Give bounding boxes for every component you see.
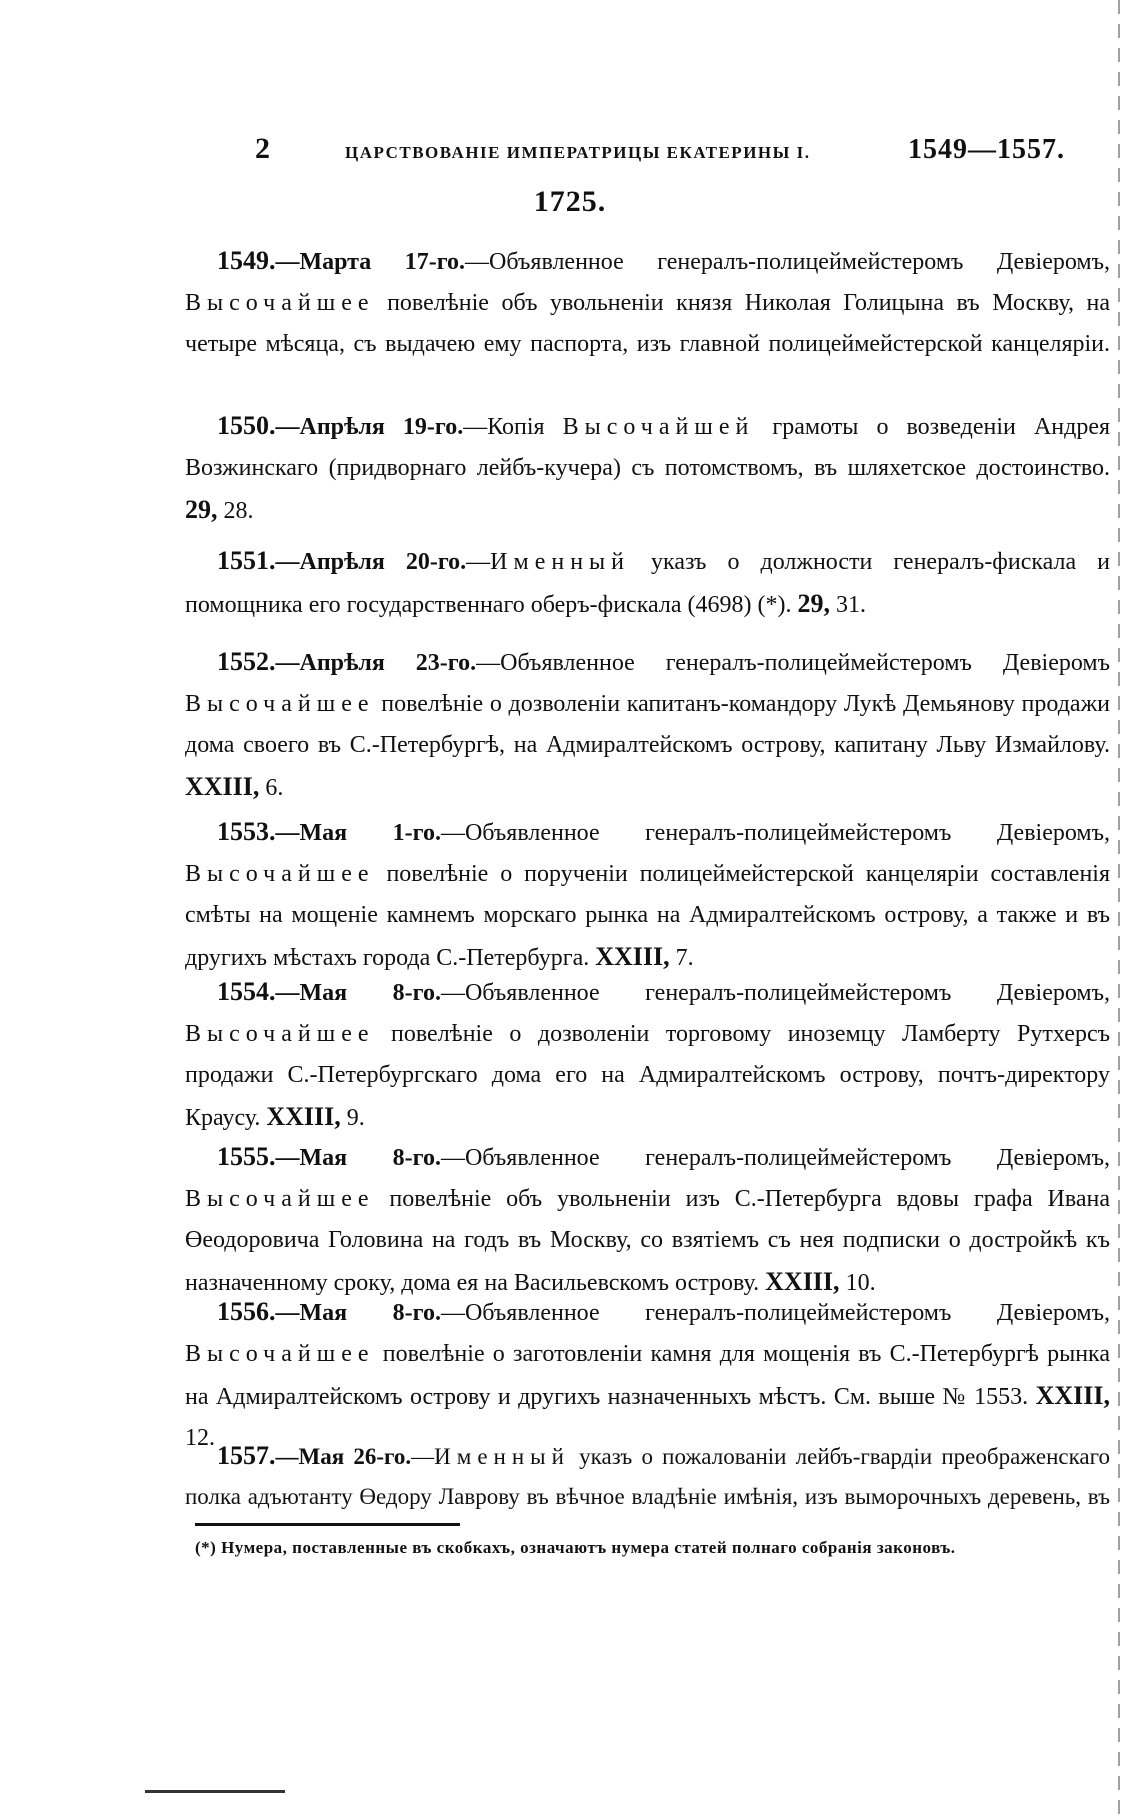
footnote-rule (195, 1523, 460, 1526)
running-title: ЦАРСТВОВАНІЕ ИМПЕРАТРИЦЫ ЕКАТЕРИНЫ I. (345, 143, 811, 162)
footnote: (*) Нумера, поставленные въ скобкахъ, означаютъ нумера статей полнаго собранія законовъ. (195, 1538, 956, 1557)
entry-1550: 1550.—Апрѣля 19-го.—Копія Высочайшей грамоты о возведеніи Андрея Возжинскаго (придворнаго лейбъ-кучера) съ потомствомъ, въ шляхетское достоинство. 29, 28. (185, 411, 1110, 524)
bottom-rule (145, 1790, 285, 1793)
entry-range: 1549—1557. (908, 134, 1065, 165)
page-header (255, 132, 1065, 172)
page-number: 2 (255, 132, 270, 165)
entry-1555: 1555.—Мая 8-го.—Объявленное генералъ-полицеймейстеромъ Девіеромъ, Высочайшее повелѣніе объ увольненіи изъ С.-Петербурга вдовы графа Ивана Өеодоровича Головина на годъ въ Москву, со взятіемъ съ нея подписки о достройкѣ къ назначенному сроку, дома ея на Васильевскомъ острову. XXIII, 10. (185, 1142, 1110, 1296)
entry-1551: 1551.—Апрѣля 20-го.—Именный указъ о должности генералъ-фискала и помощника его государственнаго оберъ-фискала (4698) (*). 29, 31. (185, 546, 1110, 618)
entry-1557: 1557.—Мая 26-го.—Именный указъ о пожалованіи лейбъ-гвардіи преображенскаго полка адъютанту Өедору Лаврову въ вѣчное владѣніе имѣнія, изъ выморочныхъ деревень, въ (185, 1441, 1110, 1509)
entry-1553: 1553.—Мая 1-го.—Объявленное генералъ-полицеймейстеромъ Девіеромъ, Высочайшее повелѣніе о порученіи полицеймейстерской канцеляріи составленія смѣты на мощеніе камнемъ морскаго рынка на Адмиралтейскомъ острову, а также и въ другихъ мѣстахъ города С.-Петербурга. XXIII, 7. (185, 817, 1110, 971)
entry-1554: 1554.—Мая 8-го.—Объявленное генералъ-полицеймейстеромъ Девіеромъ, Высочайшее повелѣніе о дозволеніи торговому иноземцу Ламберту Рутхерсъ продажи С.-Петербургскаго дома его на Адмиралтейскомъ острову, почтъ-директору Краусу. XXIII, 9. (185, 977, 1110, 1131)
entry-1552: 1552.—Апрѣля 23-го.—Объявленное генералъ-полицеймейстеромъ Девіеромъ Высочайшее повелѣніе о дозволеніи капитанъ-командору Лукѣ Демьянову продажи дома своего въ С.-Петербургѣ, на Адмиралтейскомъ острову, капитану Льву Измайлову. XXIII, 6. (185, 647, 1110, 801)
year-heading: 1725. (533, 185, 607, 218)
page-edge-rule (1118, 0, 1120, 1819)
entry-1556: 1556.—Мая 8-го.—Объявленное генералъ-полицеймейстеромъ Девіеромъ, Высочайшее повелѣніе о заготовленіи камня для мощенія въ С.-Петербургѣ рынка на Адмиралтейскомъ острову и другихъ назначенныхъ мѣстъ. См. выше № 1553. XXIII, 12. (185, 1297, 1110, 1451)
entry-1549: 1549.—Марта 17-го.—Объявленное генералъ-полицеймейстеромъ Девіеромъ, Высочайшее повелѣніе объ увольненіи князя Николая Голицына въ Москву, на четыре мѣсяца, съ выдачею ему паспорта, изъ главной полицеймейстерской канцеляріи. (185, 246, 1110, 357)
